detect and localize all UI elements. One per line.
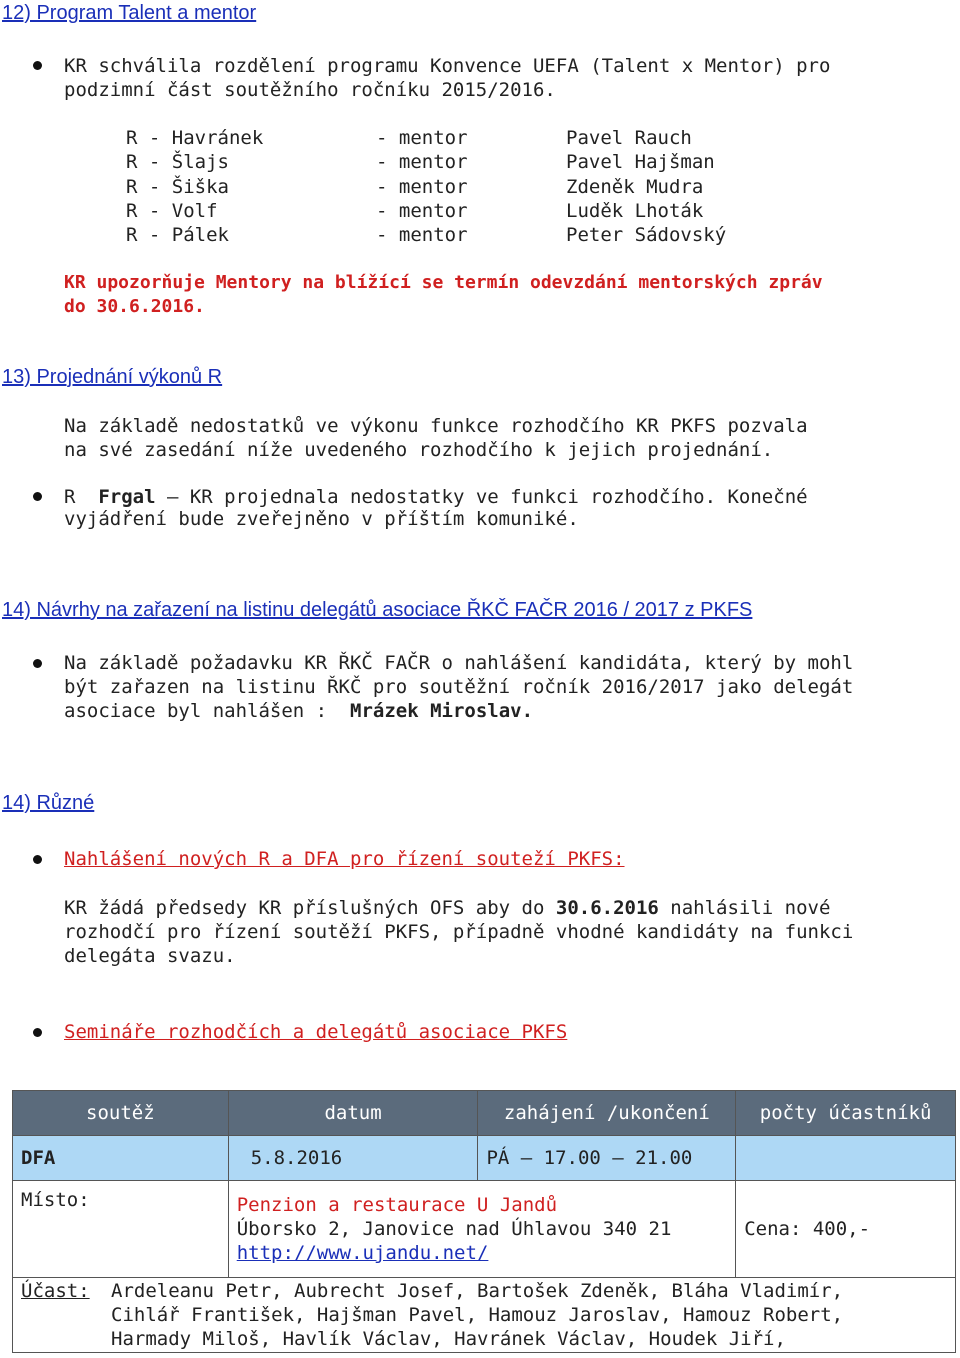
s14-line2: být zařazen na listinu ŘKČ pro soutěžní ročník 2016/2017 jako delegát xyxy=(64,676,854,698)
s13-paragraph-line2: na své zasedání níže uvedeného rozhodčího k jejich projednání. xyxy=(64,439,774,461)
header-count: počty účastníků xyxy=(736,1091,956,1136)
s12-line1: KR schválila rozdělení programu Konvence UEFA (Talent x Mentor) pro xyxy=(64,55,831,77)
mentor-name: Luděk Lhoták xyxy=(566,200,704,222)
participants-line: Cihlář František, Hajšman Pavel, Hamouz Jaroslav, Hamouz Robert, xyxy=(111,1304,844,1326)
s14-line3-text: asociace byl nahlášen : xyxy=(64,700,328,722)
misc-text-a: KR žádá předsedy KR příslušných OFS aby do xyxy=(64,897,556,919)
place-cell xyxy=(228,1181,735,1278)
delegate-name: Mrázek Miroslav. xyxy=(350,700,534,722)
price-value: 400,- xyxy=(812,1218,871,1240)
referee-name: Frgal xyxy=(98,486,156,508)
section-12-heading: 12) Program Talent a mentor xyxy=(2,2,257,24)
mentor-name: Zdeněk Mudra xyxy=(566,176,704,198)
bullet-icon xyxy=(33,659,42,668)
cell-date: 5.8.2016 xyxy=(228,1136,478,1181)
place-label: Místo: xyxy=(13,1181,229,1278)
new-referees-title: Nahlášení nových R a DFA pro řízení souteží PKFS: xyxy=(64,848,625,870)
mentor-referee: R - Šlajs xyxy=(126,151,229,173)
place-url-link[interactable]: http://www.ujandu.net/ xyxy=(236,1242,489,1264)
participants-line: Ardeleanu Petr, Aubrecht Josef, Bartošek Zdeněk, Bláha Vladimír, xyxy=(111,1280,844,1302)
s12-line2: podzimní část soutěžního ročníku 2015/2016. xyxy=(64,79,556,101)
table-header-row xyxy=(13,1091,956,1136)
mentor-role: - mentor xyxy=(376,200,468,222)
mentor-role: - mentor xyxy=(376,151,468,173)
cell-time: PÁ – 17.00 – 21.00 xyxy=(478,1136,736,1181)
participants-line: Harmady Miloš, Havlík Václav, Havránek Václav, Houdek Jiří, xyxy=(111,1328,786,1350)
table-row xyxy=(13,1278,956,1353)
seminars-title: Semináře rozhodčích a delegátů asociace PKFS xyxy=(64,1021,568,1043)
mentor-referee: R - Šiška xyxy=(126,176,229,198)
bullet-icon xyxy=(33,61,42,70)
mentor-role: - mentor xyxy=(376,176,468,198)
place-address: Úborsko 2, Janovice nad Úhlavou 340 21 xyxy=(236,1218,672,1240)
misc-paragraph-line3: delegáta svazu. xyxy=(64,945,236,967)
mentor-role: - mentor xyxy=(376,127,468,149)
s14-line1: Na základě požadavku KR ŘKČ FAČR o nahlášení kandidáta, který by mohl xyxy=(64,652,854,674)
place-name: Penzion a restaurace U Jandů xyxy=(236,1194,558,1216)
mentor-notice-line2: do 30.6.2016. xyxy=(64,296,205,317)
s13-paragraph-line1: Na základě nedostatků ve výkonu funkce rozhodčího KR PKFS pozvala xyxy=(64,415,808,437)
mentor-referee: R - Havránek xyxy=(126,127,264,149)
deadline-date: 30.6.2016 xyxy=(555,897,659,919)
s14-line3 xyxy=(64,699,533,723)
mentor-referee: R - Volf xyxy=(126,200,218,222)
seminar-table xyxy=(12,1090,956,1353)
participants-list xyxy=(111,1279,843,1351)
misc-paragraph-line1 xyxy=(64,896,830,920)
s13-bullet-line2: vyjádření bude zveřejněno v příštím komuniké. xyxy=(64,508,579,530)
bullet-icon xyxy=(33,855,42,864)
referee-prefix: R xyxy=(64,486,76,508)
referee-note: – KR projednala nedostatky ve funkci rozhodčího. Konečné xyxy=(155,486,808,508)
mentor-role: - mentor xyxy=(376,224,468,246)
mentor-name: Pavel Hajšman xyxy=(566,151,715,173)
bullet-icon xyxy=(33,492,42,501)
table-row xyxy=(13,1181,956,1278)
mentor-name: Peter Sádovský xyxy=(566,224,727,246)
price-label: Cena: xyxy=(744,1218,802,1240)
cell-competition: DFA xyxy=(13,1136,229,1181)
header-date: datum xyxy=(228,1091,478,1136)
mentor-name: Pavel Rauch xyxy=(566,127,692,149)
bullet-icon xyxy=(33,1028,42,1037)
header-time: zahájení /ukončení xyxy=(478,1091,736,1136)
misc-text-b: nahlásili nové xyxy=(658,897,831,919)
section-14-heading: 14) Návrhy na zařazení na listinu delegátů asociace ŘKČ FAČR 2016 / 2017 z PKFS xyxy=(2,599,753,621)
cell-count xyxy=(736,1136,956,1181)
table-row xyxy=(13,1136,956,1181)
participants-cell xyxy=(13,1278,956,1353)
participants-label: Účast: xyxy=(21,1280,90,1302)
mentor-referee: R - Pálek xyxy=(126,224,229,246)
price-cell xyxy=(736,1181,956,1278)
section-13-heading: 13) Projednání výkonů R xyxy=(2,366,223,388)
section-misc-heading: 14) Různé xyxy=(2,792,95,814)
mentor-notice-line1: KR upozorňuje Mentory na blížící se termín odevzdání mentorských zpráv xyxy=(64,272,823,293)
s13-bullet-line1 xyxy=(64,485,808,509)
header-competition: soutěž xyxy=(13,1091,229,1136)
misc-paragraph-line2: rozhodčí pro řízení soutěží PKFS, případně vhodné kandidáty na funkci xyxy=(64,921,854,943)
